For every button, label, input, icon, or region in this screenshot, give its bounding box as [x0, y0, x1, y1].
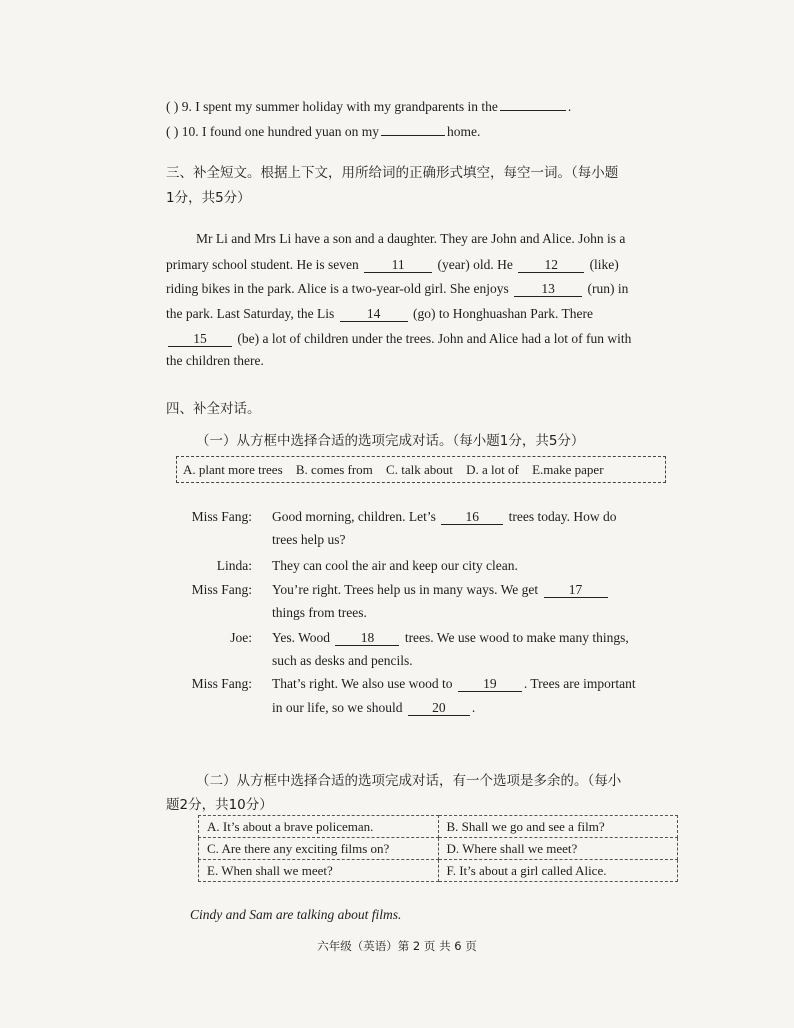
passage-line-4: the park. Last Saturday, the Lis 14 (go) to Honghuashan Park. There: [166, 306, 594, 321]
passage-line-6: the children there.: [166, 353, 264, 368]
option-cell-d: D. Where shall we meet?: [438, 838, 678, 860]
speaker-linda: Linda:: [216, 558, 252, 573]
speaker-joe: Joe:: [230, 630, 252, 645]
option-e: E.make paper: [532, 462, 604, 477]
answer-blank-9[interactable]: [500, 110, 566, 111]
bleed-through-text: [640, 100, 643, 112]
option-cell-a: A. It’s about a brave policeman.: [199, 816, 439, 838]
answer-blank-11[interactable]: 11: [364, 257, 432, 273]
option-table: [198, 815, 678, 882]
answer-blank-14[interactable]: 14: [340, 306, 408, 322]
dialogue-line-4: Yes. Wood 18 trees. We use wood to make many things,: [272, 630, 629, 645]
option-b: B. comes from: [295, 462, 373, 477]
answer-blank-20[interactable]: 20: [408, 700, 470, 716]
answer-blank-19[interactable]: 19: [458, 676, 522, 692]
answer-blank-16[interactable]: 16: [441, 509, 503, 525]
option-a: A. plant more trees: [183, 462, 283, 477]
answer-blank-15[interactable]: 15: [168, 331, 232, 347]
answer-blank-18[interactable]: 18: [335, 630, 399, 646]
answer-blank-12[interactable]: 12: [518, 257, 584, 273]
part-2-heading-line1: （二）从方框中选择合适的选项完成对话，有一个选项是多余的。（每小: [196, 773, 622, 789]
dialogue-line-5: That’s right. We also use wood to 19 . Trees are important: [272, 676, 636, 691]
table-row: [199, 816, 678, 838]
dialogue-intro: Cindy and Sam are talking about films.: [190, 907, 402, 922]
option-cell-b: B. Shall we go and see a film?: [438, 816, 678, 838]
answer-blank-17[interactable]: 17: [544, 582, 608, 598]
question-9: ( ) 9. I spent my summer holiday with my grandparents in the .: [166, 99, 572, 114]
page-footer: 六年级（英语）第 2 页 共 6 页: [317, 939, 477, 953]
passage-line-5: 15 (be) a lot of children under the trees. John and Alice had a lot of fun with: [166, 330, 631, 348]
dialogue-line-5b: in our life, so we should 20 .: [272, 700, 476, 715]
passage-line-3: riding bikes in the park. Alice is a two-year-old girl. She enjoys 13 (run) in: [166, 281, 629, 296]
passage-line-2: primary school student. He is seven 11 (year) old. He 12 (like): [166, 257, 619, 272]
table-row: [199, 860, 678, 882]
section-3-heading-line1: 三、补全短文。根据上下文，用所给词的正确形式填空，每空一词。（每小题: [166, 165, 619, 181]
table-row: [199, 838, 678, 860]
question-10: ( ) 10. I found one hundred yuan on my home.: [166, 124, 481, 139]
option-box: [176, 456, 666, 483]
dialogue-line-2: They can cool the air and keep our city clean.: [272, 558, 518, 573]
dialogue-line-4b: such as desks and pencils.: [272, 653, 413, 668]
speaker-miss-fang: Miss Fang:: [191, 582, 252, 597]
option-c: C. talk about: [386, 462, 453, 477]
option-cell-e: E. When shall we meet?: [199, 860, 439, 882]
dialogue-line-1: Good morning, children. Let’s 16 trees today. How do: [272, 509, 617, 524]
option-d: D. a lot of: [466, 462, 519, 477]
dialogue-line-3b: things from trees.: [272, 605, 367, 620]
option-cell-c: C. Are there any exciting films on?: [199, 838, 439, 860]
speaker-miss-fang: Miss Fang:: [191, 676, 252, 691]
dialogue-line-1b: trees help us?: [272, 532, 346, 547]
section-3-heading-line2: 1分，共5分）: [166, 190, 251, 206]
speaker-miss-fang: Miss Fang:: [191, 509, 252, 524]
passage-line-1: Mr Li and Mrs Li have a son and a daughter. They are John and Alice. John is a: [196, 231, 626, 246]
answer-blank-10[interactable]: [381, 135, 445, 136]
dialogue-line-3: You’re right. Trees help us in many ways. We get 17: [272, 581, 610, 599]
option-cell-f: F. It’s about a girl called Alice.: [438, 860, 678, 882]
section-4-heading: 四、补全对话。: [166, 401, 261, 417]
part-2-heading-line2: 题2分，共10分）: [166, 797, 273, 813]
answer-blank-13[interactable]: 13: [514, 281, 582, 297]
part-1-heading: （一）从方框中选择合适的选项完成对话。（每小题1分，共5分）: [196, 433, 585, 449]
